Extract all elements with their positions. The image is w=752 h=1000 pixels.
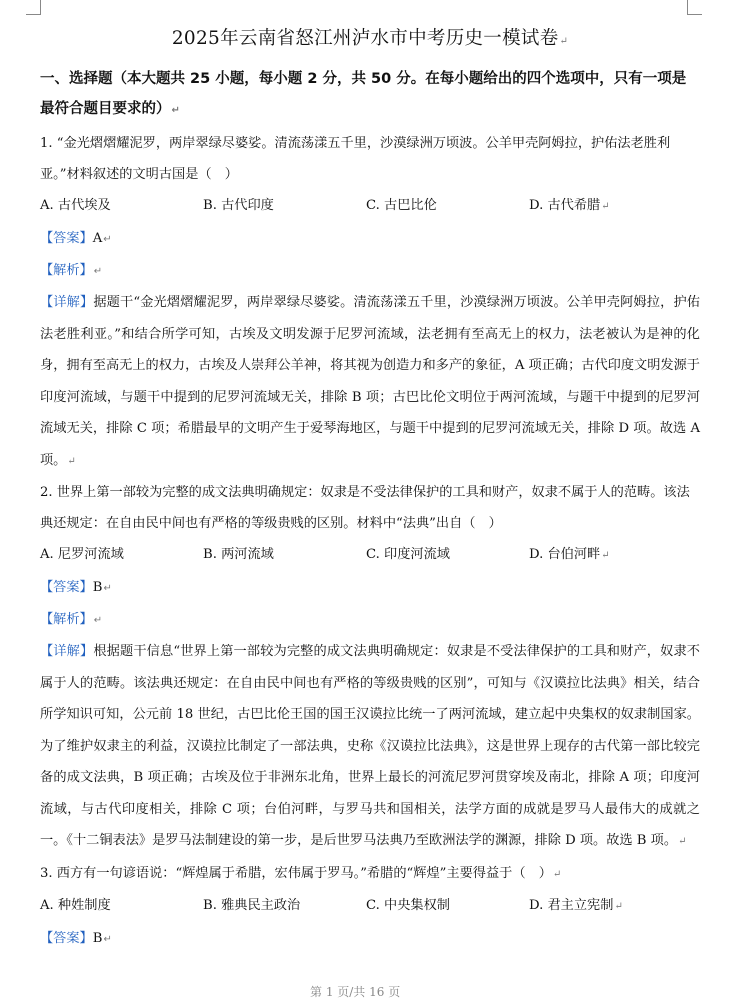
question-3 xyxy=(40,858,700,955)
page-footer: 第 1 页/共 16 页 xyxy=(310,985,401,999)
detail-label: 【详解】 xyxy=(40,295,94,310)
question-options xyxy=(40,190,700,223)
option-b: B. 古代印度 xyxy=(203,198,274,213)
answer-line: 【答案】A↵ xyxy=(40,231,112,246)
page-title: 2025年云南省怒江州泸水市中考历史一模试卷↵ xyxy=(171,28,569,49)
detail-explanation: 【详解】据题干“金光熠熠耀泥罗，两岸翠绿尽婆娑。清流荡漾五千里，沙漠绿洲万顷波。公羊甲壳阿姆拉，护佑法老胜利亚。”和结合所学可知，古埃及文明发源于尼罗河流域，法老拥有至高无上的权力，法老被认为是神的化身，拥有至高无上的权力，古埃及人崇拜公羊神，将其视为创造力和多产的象征，A 项正确；古代印度文明发源于印度河流域，与题干中提到的尼罗河流域无关，排除 B 项；古巴比伦文明位于两河流域，与题干中提到的尼罗河流域无关，排除 C 项；希腊最早的文明产生于爱琴海地区，与题干中提到的尼罗河流域无关，排除 D 项。故选 A 项。↵ xyxy=(40,295,700,468)
question-options xyxy=(40,539,700,572)
option-c: C. 印度河流域 xyxy=(366,547,450,562)
detail-label: 【详解】 xyxy=(40,644,94,659)
page-corner-mark xyxy=(687,0,702,15)
option-a: A. 尼罗河流域 xyxy=(40,547,124,562)
document-page xyxy=(40,24,700,955)
analysis-label: 【解析】↵ xyxy=(40,263,103,278)
answer-label: 【答案】 xyxy=(40,580,93,595)
option-d: D. 古代希腊↵ xyxy=(529,198,610,213)
answer-label: 【答案】 xyxy=(40,930,93,946)
analysis-label: 【解析】↵ xyxy=(40,612,103,627)
paragraph-mark-icon: ↵ xyxy=(171,105,180,116)
option-a: A. 古代埃及 xyxy=(40,198,111,213)
detail-explanation: 【详解】根据题干信息“世界上第一部较为完整的成文法典明确规定：奴隶是不受法律保护的工具和财产，奴隶不属于人的范畴。该法典还规定：在自由民中间也有严格的等级贵贱的区别”，可知与《汉谟拉比法典》相关，结合所学知识可知，公元前 18 世纪，古巴比伦王国的国王汉谟拉比统一了两河流域，建立起中央集权的奴隶制国家。为了维护奴隶主的利益，汉谟拉比制定了一部法典，史称《汉谟拉比法典》，这是世界上现存的古代第一部比较完备的成文法典，B 项正确；古埃及位于非洲东北角，世界上最长的河流尼罗河贯穿埃及南北，排除 A 项；印度河流域，与古代印度相关，排除 C 项；台伯河畔，与罗马共和国相关，法学方面的成就是罗马人最伟大的成就之一。《十二铜表法》是罗马法制建设的第一步，是后世罗马法典乃至欧洲法学的渊源，排除 D 项。故选 B 项。↵ xyxy=(40,644,700,848)
option-b: B. 雅典民主政治 xyxy=(203,897,301,913)
option-d: D. 台伯河畔↵ xyxy=(529,547,610,562)
answer-line: 【答案】B↵ xyxy=(40,930,112,946)
question-1 xyxy=(40,128,700,477)
answer-value: B xyxy=(92,930,103,946)
section-heading: 一、选择题（本大题共 25 小题，每小题 2 分，共 50 分。在每小题给出的四个选项中，只有一项是最符合题目要求的）↵ xyxy=(40,71,687,117)
answer-line: 【答案】B↵ xyxy=(40,580,112,595)
answer-label: 【答案】 xyxy=(40,231,93,246)
option-c: C. 古巴比伦 xyxy=(366,198,437,213)
page-corner-mark xyxy=(26,0,41,15)
question-2 xyxy=(40,477,700,858)
question-stem: 2. 世界上第一部较为完整的成文法典明确规定：奴隶是不受法律保护的工具和财产，奴隶不属于人的范畴。该法典还规定：在自由民中间也有严格的等级贵贱的区别。材料中“法典”出自（ ） xyxy=(40,485,690,531)
question-options xyxy=(40,890,700,923)
question-stem: 3. 西方有一句谚语说：“辉煌属于希腊，宏伟属于罗马。”希腊的“辉煌”主要得益于（ ）↵ xyxy=(40,865,562,881)
paragraph-mark-icon: ↵ xyxy=(559,36,569,47)
option-a: A. 种姓制度 xyxy=(40,897,111,913)
answer-value: A xyxy=(92,231,103,246)
option-b: B. 两河流域 xyxy=(203,547,274,562)
option-c: C. 中央集权制 xyxy=(366,897,450,913)
answer-value: B xyxy=(92,580,103,595)
question-stem: 1. “金光熠熠耀泥罗，两岸翠绿尽婆娑。清流荡漾五千里，沙漠绿洲万顷波。公羊甲壳阿姆拉，护佑法老胜利亚。”材料叙述的文明古国是（ ） xyxy=(40,136,671,182)
option-d: D. 君主立宪制↵ xyxy=(529,897,623,913)
